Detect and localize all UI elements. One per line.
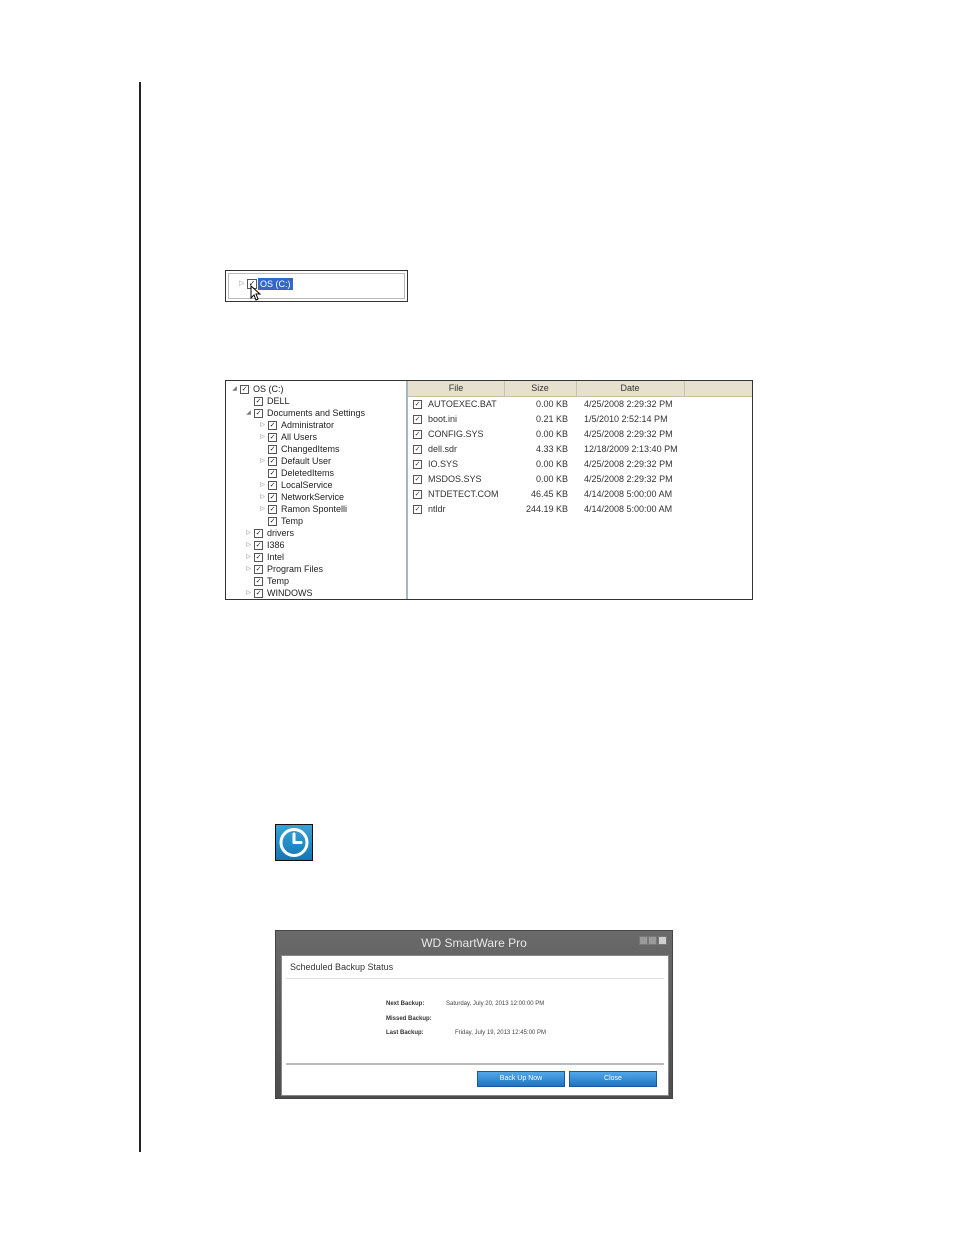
tree-item-label: ChangedItems bbox=[281, 444, 340, 454]
tree-item[interactable] bbox=[244, 395, 290, 407]
expand-arrow-icon[interactable]: ▷ bbox=[260, 482, 265, 488]
next-backup-label: Next Backup: bbox=[386, 1001, 425, 1007]
folder-checkbox[interactable]: ✓ bbox=[255, 590, 262, 597]
file-date: 4/14/2008 5:00:00 AM bbox=[584, 489, 673, 499]
column-header-size[interactable]: Size bbox=[504, 381, 577, 396]
file-size: 4.33 KB bbox=[535, 444, 568, 454]
tree-item[interactable] bbox=[244, 575, 289, 587]
file-date: 4/25/2008 2:29:32 PM bbox=[584, 474, 673, 484]
expand-arrow-icon[interactable]: ▷ bbox=[260, 434, 265, 440]
drive-checkbox[interactable]: ✓ bbox=[248, 279, 256, 288]
column-header-file[interactable]: File bbox=[408, 381, 505, 396]
file-size: 244.19 KB bbox=[525, 504, 568, 514]
file-name: dell.sdr bbox=[428, 444, 458, 454]
tree-item-label: All Users bbox=[281, 432, 318, 442]
panel-title: Scheduled Backup Status bbox=[290, 962, 394, 972]
file-checkbox[interactable]: ✓ bbox=[414, 461, 421, 468]
file-date: 12/18/2009 2:13:40 PM bbox=[584, 444, 678, 454]
file-checkbox[interactable]: ✓ bbox=[414, 401, 421, 408]
file-date: 1/5/2010 2:52:14 PM bbox=[584, 414, 668, 424]
file-size: 0.00 KB bbox=[535, 399, 568, 409]
expand-arrow-icon[interactable]: ▷ bbox=[246, 530, 251, 536]
next-backup-value: Saturday, July 20, 2013 12:00:00 PM bbox=[446, 1001, 545, 1007]
page-margin-rule bbox=[139, 82, 141, 1152]
last-backup-value: Friday, July 19, 2013 12:45:00 PM bbox=[455, 1030, 546, 1036]
tree-item-label: NetworkService bbox=[281, 492, 345, 502]
file-name: boot.ini bbox=[428, 414, 458, 424]
tree-item-label: Temp bbox=[281, 516, 304, 526]
file-list bbox=[408, 381, 752, 599]
tree-item[interactable] bbox=[258, 479, 333, 491]
expand-arrow-icon[interactable]: ◢ bbox=[232, 386, 237, 392]
drive-tree-collapsed bbox=[225, 270, 408, 302]
file-size: 0.00 KB bbox=[535, 459, 568, 469]
tree-item-label: WINDOWS bbox=[267, 588, 313, 598]
tree-item-label: Ramon Spontelli bbox=[281, 504, 348, 514]
folder-checkbox[interactable]: ✓ bbox=[241, 386, 248, 393]
file-row[interactable] bbox=[408, 442, 752, 456]
folder-checkbox[interactable]: ✓ bbox=[269, 434, 276, 441]
folder-checkbox[interactable]: ✓ bbox=[269, 446, 276, 453]
file-checkbox[interactable]: ✓ bbox=[414, 476, 421, 483]
last-backup-label: Last Backup: bbox=[386, 1030, 424, 1036]
file-list-header bbox=[408, 381, 752, 397]
tree-item[interactable] bbox=[258, 503, 347, 515]
expand-arrow-icon[interactable]: ▷ bbox=[246, 590, 251, 596]
folder-checkbox[interactable]: ✓ bbox=[255, 578, 262, 585]
tree-item[interactable] bbox=[258, 443, 340, 455]
file-size: 0.00 KB bbox=[535, 474, 568, 484]
drive-label-selected[interactable]: OS (C:) bbox=[260, 279, 291, 289]
file-name: CONFIG.SYS bbox=[428, 429, 484, 439]
divider bbox=[286, 978, 664, 979]
scheduled-backup-dialog bbox=[275, 930, 673, 1099]
missed-backup-label: Missed Backup: bbox=[386, 1016, 432, 1022]
file-row[interactable] bbox=[408, 427, 752, 441]
expand-arrow-icon[interactable]: ▷ bbox=[246, 554, 251, 560]
clock-icon bbox=[276, 825, 312, 860]
expand-arrow-icon[interactable]: ▷ bbox=[260, 494, 265, 500]
file-name: ntldr bbox=[428, 504, 446, 514]
folder-tree bbox=[226, 381, 408, 599]
folder-checkbox[interactable]: ✓ bbox=[255, 542, 262, 549]
tree-item-label: DeletedItems bbox=[281, 468, 335, 478]
folder-checkbox[interactable]: ✓ bbox=[269, 470, 276, 477]
folder-checkbox[interactable]: ✓ bbox=[255, 554, 262, 561]
file-date: 4/25/2008 2:29:32 PM bbox=[584, 429, 673, 439]
expand-arrow-icon[interactable]: ▷ bbox=[260, 422, 265, 428]
tree-item[interactable] bbox=[244, 551, 284, 563]
file-checkbox[interactable]: ✓ bbox=[414, 491, 421, 498]
tree-item-label: Program Files bbox=[267, 564, 324, 574]
maximize-icon[interactable] bbox=[648, 936, 657, 945]
folder-checkbox[interactable]: ✓ bbox=[255, 566, 262, 573]
tree-item[interactable] bbox=[244, 407, 365, 419]
file-checkbox[interactable]: ✓ bbox=[414, 416, 421, 423]
file-row[interactable] bbox=[408, 412, 752, 426]
folder-checkbox[interactable]: ✓ bbox=[255, 530, 262, 537]
file-name: AUTOEXEC.BAT bbox=[428, 399, 497, 409]
folder-checkbox[interactable]: ✓ bbox=[269, 518, 276, 525]
folder-checkbox[interactable]: ✓ bbox=[269, 422, 276, 429]
dialog-title: WD SmartWare Pro bbox=[421, 936, 527, 950]
tree-item[interactable] bbox=[258, 419, 334, 431]
file-date: 4/25/2008 2:29:32 PM bbox=[584, 459, 673, 469]
tree-item-label: Temp bbox=[267, 576, 290, 586]
dialog-panel bbox=[281, 955, 669, 1096]
divider bbox=[286, 1063, 664, 1065]
expand-arrow-icon[interactable]: ▷ bbox=[239, 280, 245, 287]
tree-item-label: Intel bbox=[267, 552, 285, 562]
tree-item-label: Documents and Settings bbox=[267, 408, 366, 418]
tree-item[interactable] bbox=[244, 563, 323, 575]
file-size: 46.45 KB bbox=[530, 489, 568, 499]
tree-item[interactable] bbox=[244, 587, 313, 599]
column-header-date[interactable]: Date bbox=[576, 381, 685, 396]
minimize-icon[interactable] bbox=[639, 936, 648, 945]
folder-checkbox[interactable]: ✓ bbox=[269, 458, 276, 465]
file-browser bbox=[225, 380, 753, 600]
tree-item[interactable] bbox=[258, 467, 334, 479]
tree-item[interactable] bbox=[258, 455, 331, 467]
tree-item-label: OS (C:) bbox=[253, 384, 284, 394]
tree-item-label: DELL bbox=[267, 396, 290, 406]
close-button[interactable]: Close bbox=[569, 1071, 657, 1087]
file-date: 4/25/2008 2:29:32 PM bbox=[584, 399, 673, 409]
back-up-now-button[interactable]: Back Up Now bbox=[477, 1071, 565, 1087]
tree-item-label: LocalService bbox=[281, 480, 333, 490]
file-row[interactable] bbox=[408, 472, 752, 486]
tree-item-label: I386 bbox=[267, 540, 285, 550]
folder-checkbox[interactable]: ✓ bbox=[269, 506, 276, 513]
file-size: 0.21 KB bbox=[535, 414, 568, 424]
file-name: IO.SYS bbox=[428, 459, 459, 469]
file-name: NTDETECT.COM bbox=[428, 489, 499, 499]
backup-schedule-clock-icon[interactable] bbox=[275, 824, 313, 861]
tree-item[interactable] bbox=[230, 383, 284, 395]
file-row[interactable] bbox=[408, 502, 752, 516]
folder-checkbox[interactable]: ✓ bbox=[269, 482, 276, 489]
folder-checkbox[interactable]: ✓ bbox=[269, 494, 276, 501]
tree-item[interactable] bbox=[258, 515, 303, 527]
file-row[interactable] bbox=[408, 487, 752, 501]
close-window-icon[interactable] bbox=[658, 936, 667, 945]
expand-arrow-icon[interactable]: ▷ bbox=[260, 506, 265, 512]
expand-arrow-icon[interactable]: ▷ bbox=[246, 566, 251, 572]
file-row[interactable] bbox=[408, 397, 752, 411]
file-checkbox[interactable]: ✓ bbox=[414, 431, 421, 438]
tree-item[interactable] bbox=[258, 491, 344, 503]
tree-item-label: Default User bbox=[281, 456, 332, 466]
tree-item-label: Administrator bbox=[281, 420, 335, 430]
expand-arrow-icon[interactable]: ◢ bbox=[246, 410, 251, 416]
file-name: MSDOS.SYS bbox=[428, 474, 482, 484]
tree-item[interactable] bbox=[244, 539, 285, 551]
expand-arrow-icon[interactable]: ▷ bbox=[246, 542, 251, 548]
tree-item[interactable] bbox=[258, 431, 317, 443]
folder-checkbox[interactable]: ✓ bbox=[255, 410, 262, 417]
file-row[interactable] bbox=[408, 457, 752, 471]
drive-tree-inner bbox=[228, 273, 405, 299]
mouse-pointer-icon bbox=[250, 285, 262, 301]
folder-checkbox[interactable]: ✓ bbox=[255, 398, 262, 405]
file-checkbox[interactable]: ✓ bbox=[414, 446, 421, 453]
file-date: 4/14/2008 5:00:00 AM bbox=[584, 504, 673, 514]
expand-arrow-icon[interactable]: ▷ bbox=[260, 458, 265, 464]
file-size: 0.00 KB bbox=[535, 429, 568, 439]
tree-item[interactable] bbox=[244, 527, 294, 539]
file-checkbox[interactable]: ✓ bbox=[414, 506, 421, 513]
tree-item-label: drivers bbox=[267, 528, 295, 538]
